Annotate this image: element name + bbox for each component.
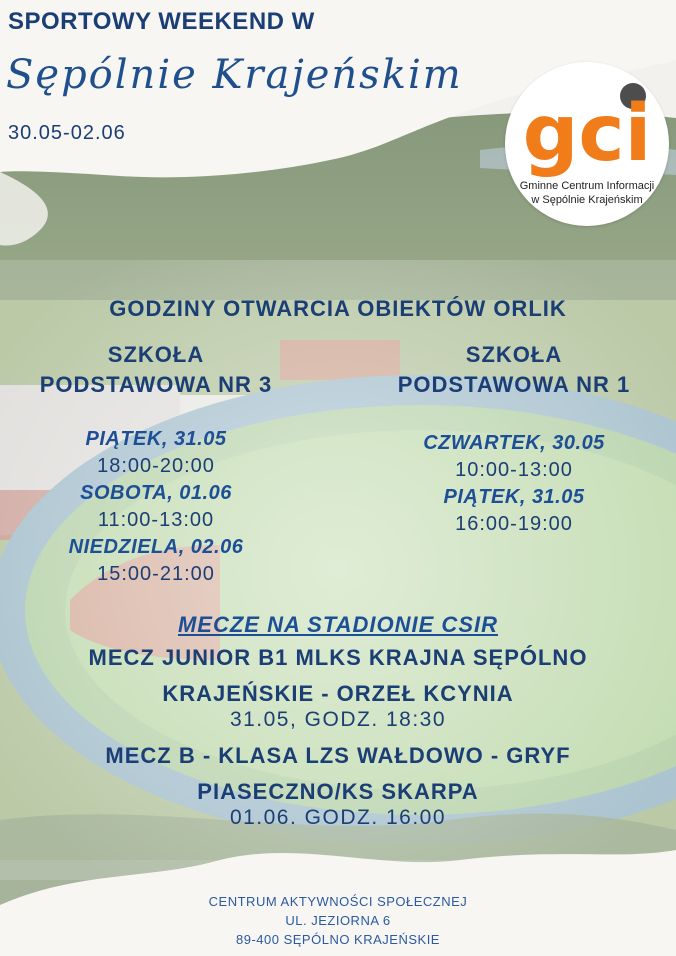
event-dates: 30.05-02.06 bbox=[8, 122, 126, 144]
footer-venue: CENTRUM AKTYWNOŚCI SPOŁECZNEJ bbox=[208, 894, 468, 909]
gci-logo bbox=[505, 62, 669, 226]
schedule-hours: 11:00-13:00 bbox=[97, 509, 215, 531]
school-1-schedule bbox=[352, 430, 676, 538]
school-1-column bbox=[352, 340, 676, 400]
schedule-day: PIĄTEK, 31.05 bbox=[85, 428, 227, 450]
schedule-hours: 10:00-13:00 bbox=[455, 459, 573, 481]
schedule-day: PIĄTEK, 31.05 bbox=[443, 486, 585, 508]
school-3-schedule bbox=[0, 426, 312, 588]
logo-letters: gci bbox=[522, 89, 652, 179]
match-1-line1: MECZ JUNIOR B1 MLKS KRAJNA SĘPÓLNO bbox=[88, 645, 588, 670]
match-1-date: 31.05, GODZ. 18:30 bbox=[229, 708, 447, 731]
match-2-line2: PIASECZNO/KS SKARPA bbox=[197, 779, 479, 804]
schedule-hours: 15:00-21:00 bbox=[97, 563, 215, 585]
match-2-line1: MECZ B - KLASA LZS WAŁDOWO - GRYF bbox=[105, 743, 571, 768]
school-3-title-line2: PODSTAWOWA NR 3 bbox=[39, 372, 273, 397]
footer-street: UL. JEZIORNA 6 bbox=[285, 913, 391, 928]
match-2-date: 01.06. GODZ. 16:00 bbox=[229, 806, 447, 829]
schedule-hours: 16:00-19:00 bbox=[455, 513, 573, 535]
school-3-column bbox=[0, 340, 312, 400]
school-1-title-line1: SZKOŁA bbox=[465, 342, 563, 367]
schedule-day: CZWARTEK, 30.05 bbox=[423, 432, 605, 454]
event-title: SPORTOWY WEEKEND W bbox=[8, 8, 315, 35]
logo-name-line1: Gminne Centrum Informacji bbox=[519, 180, 655, 192]
match-1-line2: KRAJEŃSKIE - ORZEŁ KCYNIA bbox=[162, 681, 514, 706]
schedule-hours: 18:00-20:00 bbox=[97, 455, 215, 477]
schedule-day: NIEDZIELA, 02.06 bbox=[68, 536, 244, 558]
orlik-heading: GODZINY OTWARCIA OBIEKTÓW ORLIK bbox=[109, 296, 567, 321]
school-3-title-line1: SZKOŁA bbox=[107, 342, 205, 367]
match-2-title bbox=[40, 738, 636, 810]
match-1-title bbox=[40, 640, 636, 712]
school-1-title-line2: PODSTAWOWA NR 1 bbox=[397, 372, 631, 397]
logo-name-line2: w Sępólnie Krajeńskim bbox=[531, 194, 643, 206]
schedule-day: SOBOTA, 01.06 bbox=[80, 482, 232, 504]
matches-heading: MECZE NA STADIONIE CSIR bbox=[177, 612, 498, 637]
footer-city: 89-400 SĘPÓLNO KRAJEŃSKIE bbox=[236, 932, 440, 947]
town-name-script: Sępólnie Krajeńskim bbox=[6, 52, 463, 98]
